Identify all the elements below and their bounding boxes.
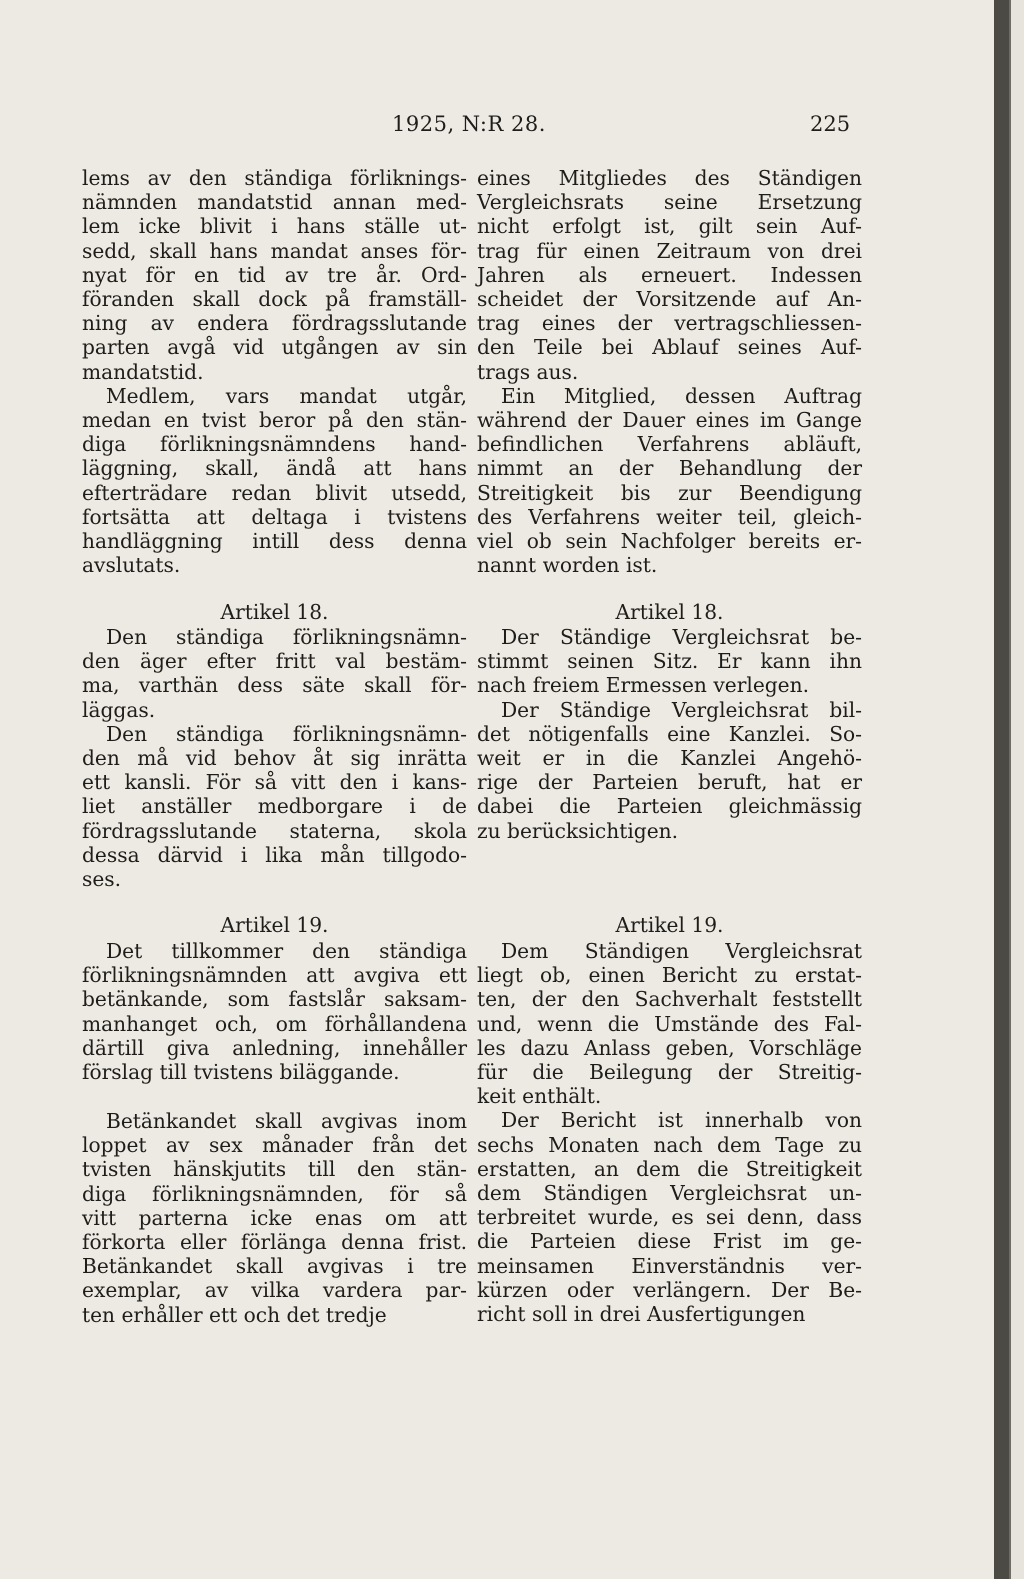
text-line: föranden skall dock på framställ-	[82, 287, 467, 312]
text-line: ses.	[82, 867, 122, 892]
text-line: manhanget och, om förhållandena	[82, 1011, 467, 1036]
paragraph-18-1-sv	[82, 625, 467, 722]
text-line: fördragsslutande staterna, skola	[82, 818, 467, 843]
text-line: därtill giva anledning, innehåller	[82, 1035, 467, 1060]
running-head: 1925, N:R 28.	[392, 112, 546, 136]
text-line: fortsätta att deltaga i tvistens	[82, 504, 467, 529]
text-line: Vergleichsrats seine Ersetzung	[477, 190, 862, 215]
paragraph-continued-sv	[82, 166, 467, 384]
text-line: nämnden mandatstid annan med-	[82, 190, 467, 215]
text-line: weit er in die Kanzlei Angehö-	[477, 746, 862, 771]
text-line: Det tillkommer den ständiga	[106, 939, 467, 963]
text-line: Jahren als erneuert. Indessen	[477, 262, 862, 287]
text-line: kürzen oder verlängern. Der Be-	[477, 1277, 862, 1302]
text-line: ma, varthän dess säte skall för-	[82, 673, 467, 698]
text-line: tvisten hänskjutits till den stän-	[82, 1157, 467, 1182]
text-line: trag eines der vertragschliessen-	[477, 311, 862, 336]
paragraph-continued-de	[477, 166, 862, 384]
text-line: sedd, skall hans mandat anses för-	[82, 238, 467, 263]
text-line: vitt parterna icke enas om att	[82, 1205, 467, 1230]
paragraph-member-term-de	[477, 384, 862, 578]
paragraph-18-2-de	[477, 698, 862, 843]
heading-artikel-19-sv: Artikel 19.	[220, 913, 329, 937]
text-line: liet anställer medborgare i de	[82, 794, 467, 819]
paragraph-19-2-sv	[82, 1109, 467, 1327]
text-line: lem icke blivit i hans ställe ut-	[82, 214, 467, 239]
text-line: scheidet der Vorsitzende auf An-	[477, 287, 862, 312]
text-line: diga förlikningsnämndens hand-	[82, 432, 467, 457]
text-line: den äger efter fritt val bestäm-	[82, 649, 467, 674]
text-line: förslag till tvistens biläggande.	[82, 1060, 400, 1085]
text-line: Streitigkeit bis zur Beendigung	[477, 480, 862, 505]
paragraph-member-term-sv	[82, 384, 467, 578]
paragraph-19-1-sv	[82, 939, 467, 1084]
text-line: richt soll in drei Ausfertigungen	[477, 1302, 806, 1327]
text-line: läggas.	[82, 697, 156, 722]
paragraph-19-2-de	[477, 1108, 862, 1326]
text-line: befindlichen Verfahrens abläuft,	[477, 432, 862, 457]
text-line: für die Beilegung der Streitig-	[477, 1060, 862, 1085]
text-line: nach freiem Ermessen verlegen.	[477, 673, 810, 698]
text-line: Betänkandet skall avgivas inom	[106, 1109, 467, 1133]
text-line: viel ob sein Nachfolger bereits er-	[477, 529, 862, 554]
text-line: ten, der den Sachverhalt feststellt	[477, 987, 862, 1012]
text-line: zu berücksichtigen.	[477, 818, 679, 843]
text-line: nannt worden ist.	[477, 553, 658, 578]
text-line: nyat för en tid av tre år. Ord-	[82, 262, 467, 287]
heading-artikel-18-sv: Artikel 18.	[220, 600, 329, 624]
text-line: dessa därvid i lika mån tillgodo-	[82, 842, 467, 867]
text-line: sechs Monaten nach dem Tage zu	[477, 1132, 862, 1157]
text-line: eines Mitgliedes des Ständigen	[477, 166, 862, 190]
text-line: liegt ob, einen Bericht zu erstat-	[477, 963, 862, 988]
paragraph-18-2-sv	[82, 722, 467, 891]
text-line: ten erhåller ett och det tredje	[82, 1302, 387, 1327]
text-line: efterträdare redan blivit utsedd,	[82, 480, 467, 505]
heading-artikel-18-de: Artikel 18.	[615, 600, 724, 624]
text-line: det nötigenfalls eine Kanzlei. So-	[477, 721, 862, 746]
text-line: Betänkandet skall avgivas i tre	[82, 1254, 467, 1279]
swedish-article-19-b	[82, 1109, 467, 1327]
text-line: dabei die Parteien gleichmässig	[477, 794, 862, 819]
text-line: den Teile bei Ablauf seines Auf-	[477, 335, 862, 360]
text-line: förlikningsnämnden att avgiva ett	[82, 963, 467, 988]
text-line: dem Ständigen Vergleichsrat un-	[477, 1181, 862, 1206]
text-line: lems av den ständiga förliknings-	[82, 166, 467, 190]
text-line: erstatten, an dem die Streitigkeit	[477, 1156, 862, 1181]
text-line: Medlem, vars mandat utgår,	[106, 383, 467, 408]
text-line: Den ständiga förlikningsnämn-	[106, 721, 467, 746]
text-line: betänkande, som fastslår saksam-	[82, 987, 467, 1012]
swedish-article-18	[82, 625, 467, 891]
text-line: trag für einen Zeitraum von drei	[477, 238, 862, 263]
german-article-18	[477, 625, 862, 843]
text-line: medan en tvist beror på den stän-	[82, 408, 467, 433]
text-line: keit enthält.	[477, 1084, 602, 1109]
text-line: stimmt seinen Sitz. Er kann ihn	[477, 649, 862, 674]
text-line: exemplar, av vilka vardera par-	[82, 1278, 467, 1303]
text-line: Ein Mitglied, dessen Auftrag	[501, 383, 862, 408]
text-line: handläggning intill dess denna	[82, 529, 467, 554]
text-line: trags aus.	[477, 359, 579, 384]
text-line: Den ständiga förlikningsnämn-	[106, 625, 467, 649]
text-line: förkorta eller förlänga denna frist.	[82, 1230, 467, 1255]
text-line: nimmt an der Behandlung der	[477, 456, 862, 481]
text-line: avslutats.	[82, 553, 181, 578]
paragraph-19-1-de	[477, 939, 862, 1108]
german-article-19	[477, 939, 862, 1326]
text-line: mandatstid.	[82, 359, 204, 384]
text-line: ett kansli. För så vitt den i kans-	[82, 770, 467, 795]
text-line: rige der Parteien beruft, hat er	[477, 770, 862, 795]
text-line: nicht erfolgt ist, gilt sein Auf-	[477, 214, 862, 239]
paragraph-18-1-de	[477, 625, 862, 698]
text-line: den må vid behov åt sig inrätta	[82, 746, 467, 771]
text-line: Der Bericht ist innerhalb von	[501, 1108, 862, 1133]
swedish-column-top	[82, 166, 467, 577]
german-column-top	[477, 166, 862, 577]
text-line: des Verfahrens weiter teil, gleich-	[477, 504, 862, 529]
text-line: parten avgå vid utgången av sin	[82, 335, 467, 360]
text-line: les dazu Anlass geben, Vorschläge	[477, 1035, 862, 1060]
text-line: ning av endera fördragsslutande	[82, 311, 467, 336]
text-line: und, wenn die Umstände des Fal-	[477, 1011, 862, 1036]
text-line: Der Ständige Vergleichsrat be-	[501, 625, 862, 649]
swedish-article-19-a	[82, 939, 467, 1084]
text-line: die Parteien diese Frist im ge-	[477, 1229, 862, 1254]
heading-artikel-19-de: Artikel 19.	[615, 913, 724, 937]
text-line: während der Dauer eines im Gange	[477, 408, 862, 433]
text-line: loppet av sex månader från det	[82, 1133, 467, 1158]
page-edge-shadow	[994, 0, 1009, 1579]
page-number: 225	[810, 112, 851, 136]
text-line: terbreitet wurde, es sei denn, dass	[477, 1205, 862, 1230]
text-line: läggning, skall, ändå att hans	[82, 456, 467, 481]
text-line: diga förlikningsnämnden, för så	[82, 1181, 467, 1206]
text-line: meinsamen Einverständnis ver-	[477, 1253, 862, 1278]
text-line: Der Ständige Vergleichsrat bil-	[501, 697, 862, 722]
text-line: Dem Ständigen Vergleichsrat	[501, 939, 862, 963]
